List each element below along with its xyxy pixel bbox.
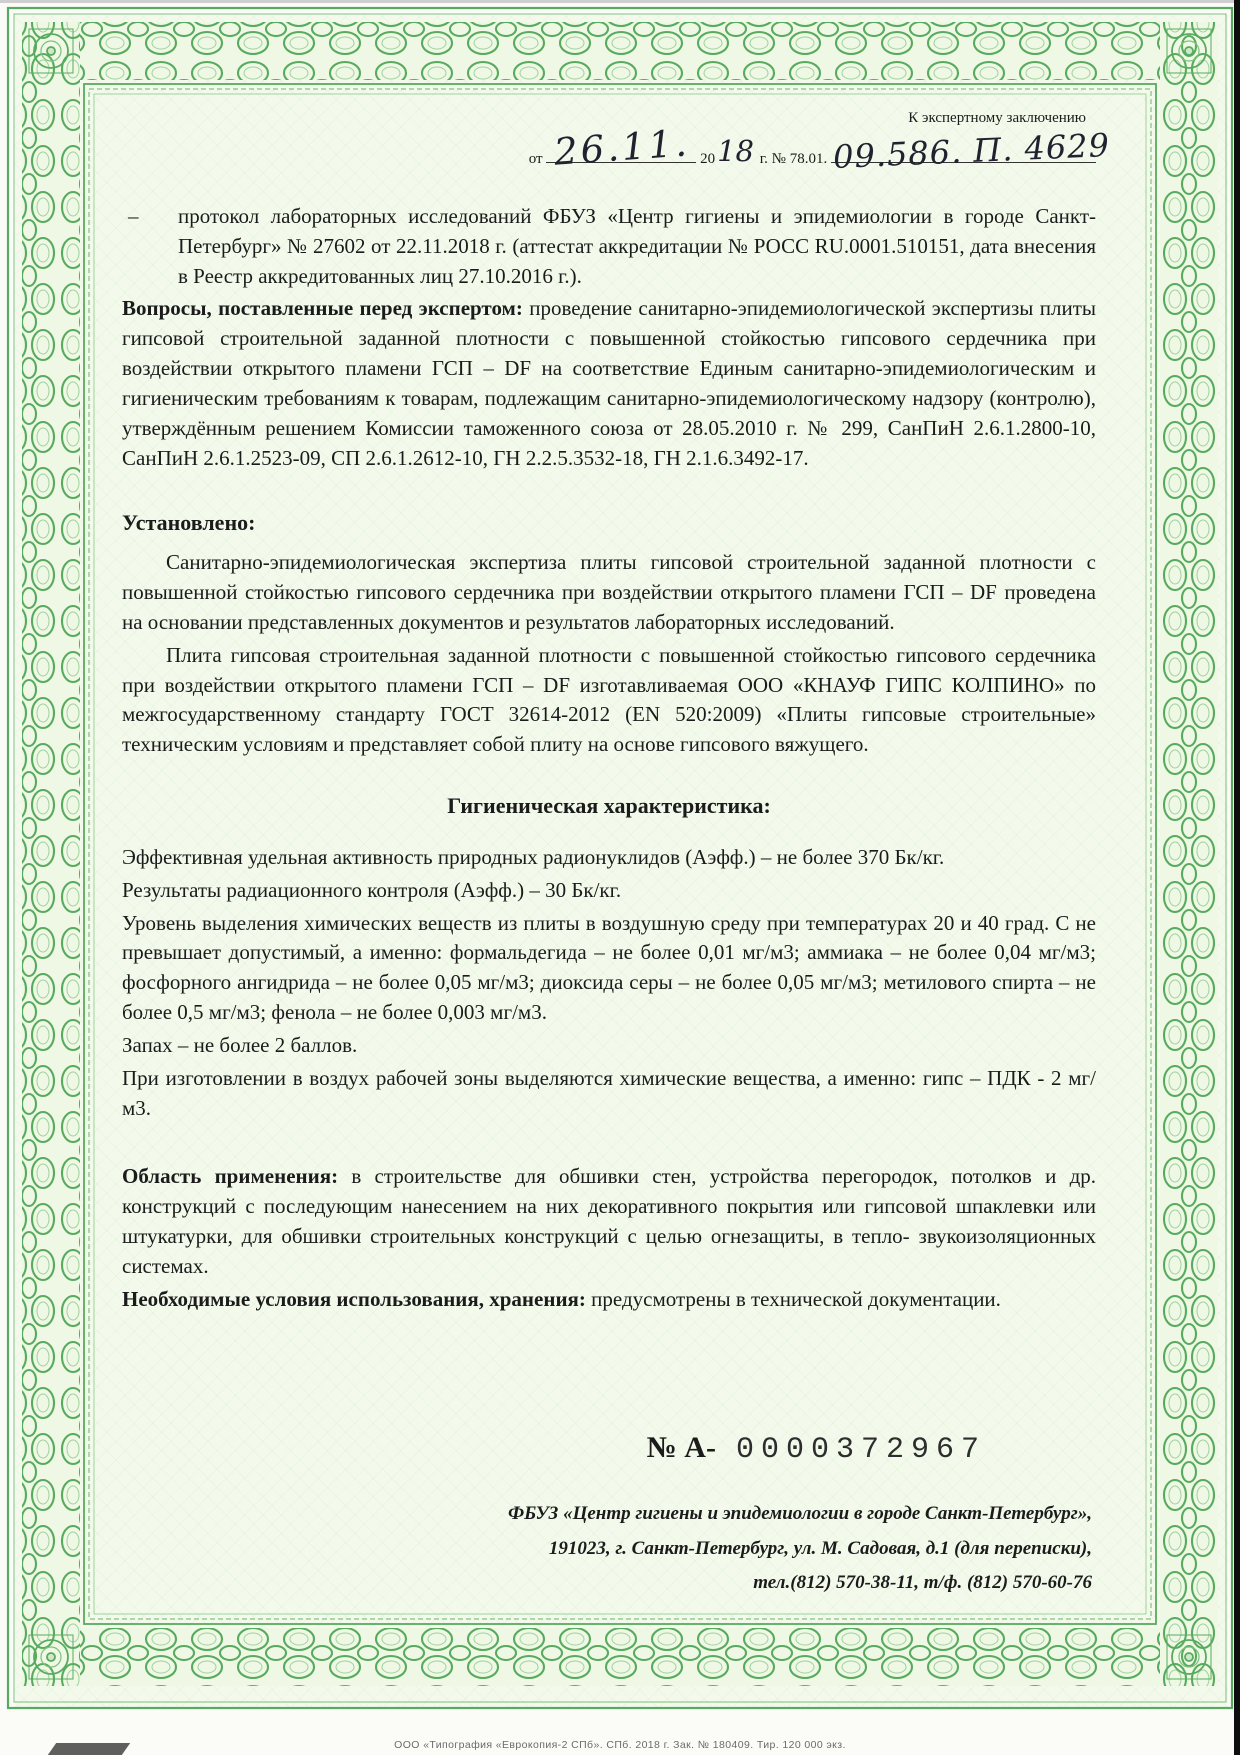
scan-edge-top — [0, 0, 1240, 3]
number-blank — [831, 125, 1111, 177]
handwritten-year: 18 — [717, 134, 754, 168]
paragraph-text: Результаты радиационного контроля (Аэфф.) – 30 Бк/кг. — [122, 877, 622, 902]
paragraph-text: проведение санитарно-эпидемиологической экспертизы плиты гипсовой строительной заданной плотности с повышенной стойкостью гипсового сердечника при воздействии открытого пламени ГСП – DF на соответствие Единым санитарно-эпидемиологическим и гигиеническим требованиям к товарам, подлежащим санитарно-эпидемиологическому надзору (контролю), утверждённым решением Комиссии таможенного союза от 28.05.2010 г. № 299, СанПиН 2.6.1.2800-10, СанПиН 2.6.1.2523-09, СП 2.6.1.2612-10, ГН 2.2.5.3532-18, ГН 2.1.6.3492-17. — [122, 296, 1097, 470]
paragraph-work-zone — [122, 1064, 1096, 1124]
registration-line — [528, 121, 1111, 177]
date-blank — [546, 121, 696, 174]
handwritten-number: 09.586. П. 4629 — [832, 125, 1111, 177]
paragraph-text: Запах – не более 2 баллов. — [122, 1032, 358, 1057]
paragraph-expertise — [122, 548, 1096, 637]
paragraph-radionuclides — [122, 843, 1096, 873]
number-prefix: г. № 78.01. — [759, 151, 828, 167]
scan-corner-bottom-left — [48, 1743, 130, 1755]
paragraph-protocol — [122, 202, 1096, 291]
paragraph-application — [122, 1162, 1096, 1281]
paragraph-text: Плита гипсовая строительная заданной плотности с повышенной стойкостью гипсового сердечника при воздействии открытого пламени ГСП – DF изготавливаемая ООО «КНАУФ ГИПС КОЛПИНО» по межгосударственному стандарту ГОСТ 32614-2012 (EN 520:2009) «Плиты гипсовые строительные» техническим условиям и представляет собой плиту на основе гипсового вяжущего. — [122, 642, 1096, 757]
paragraph-questions — [122, 294, 1096, 473]
paragraph-odor — [122, 1031, 1096, 1061]
printer-imprint: ООО «Типография «Еврокопия-2 СПб». СПб. 2018 г. Зак. № 180409. Тир. 120 000 экз. — [394, 1739, 846, 1751]
paragraph-lead: Область применения: — [122, 1164, 339, 1189]
paragraph-radiation-control — [122, 876, 1096, 906]
issuer-name: ФБУЗ «Центр гигиены и эпидемиологии в городе Санкт-Петербург», — [508, 1503, 1092, 1525]
issuer-address: 191023, г. Санкт-Петербург, ул. М. Садовая, д.1 (для переписки), — [548, 1537, 1092, 1559]
reference-header — [122, 102, 1111, 194]
scan-edge-right — [1234, 0, 1240, 1755]
paragraph-text: протокол лабораторных исследований ФБУЗ «Центр гигиены и эпидемиологии в городе Санкт-Петербург» № 27602 от 22.11.2018 г. (аттестат аккредитации № РОСС RU.0001.510151, дата внесения в Реестр аккредитованных лиц 27.10.2016 г.). — [178, 204, 1096, 288]
paragraph-text: Эффективная удельная активность природных радионуклидов (Аэфф.) – не более 370 Бк/кг. — [122, 845, 945, 869]
paragraph-text: Санитарно-эпидемиологическая экспертиза плиты гипсовой строительной заданной плотности с повышенной стойкостью гипсового сердечника при воздействии открытого пламени ГСП – DF проведена на основании представленных документов и результатов лабораторных исследований. — [122, 550, 1096, 634]
serial-prefix: № А- — [646, 1431, 716, 1465]
issuer-footer — [508, 1497, 1092, 1600]
reference-note: К экспертному заключению — [908, 110, 1086, 126]
issuer-phones: тел.(812) 570-38-11, т/ф. (812) 570-60-76 — [753, 1571, 1092, 1593]
paragraph-lead: Необходимые условия использования, хранения: — [122, 1286, 586, 1311]
document-content — [100, 98, 1140, 1610]
paragraph-conditions — [122, 1285, 1096, 1315]
heading-hygienic: Гигиеническая характеристика: — [447, 793, 771, 818]
paragraph-text: в строительстве для обшивки стен, устройства перегородок, потолков и др. конструкций с последующим нанесением на них декоративного покрытия или гипсовой шпаклевки или штукатурки, для обшивки строительных конструкций с целью огнезащиты, в тепло- звукоизоляционных системах. — [122, 1164, 1097, 1278]
paragraph-text: При изготовлении в воздух рабочей зоны выделяются химические вещества, а именно: гипс – ПДК - 2 мг/м3. — [122, 1065, 1096, 1120]
paragraph-lead: Вопросы, поставленные перед экспертом: — [122, 296, 523, 321]
year-prefix: 20 — [700, 151, 716, 167]
handwritten-date: 26.11. — [552, 121, 692, 174]
paragraph-emissions — [122, 909, 1096, 1028]
bullet-dash: – — [128, 204, 139, 228]
serial-number-block — [647, 1431, 986, 1467]
heading-established: Установлено: — [122, 510, 256, 536]
paragraph-text: Уровень выделения химических веществ из плиты в воздушную среду при температурах 20 и 40 град. С не превышает допустимый, а именно: формальдегида – не более 0,01 мг/м3; аммиака – не более 0,04 мг/м3; фосфорного ангидрида – не более 0,05 мг/м3; диоксида серы – не более 0,05 мг/м3; метилового спирта – не более 0,5 мг/м3; фенола – не более 0,003 мг/м3. — [122, 910, 1096, 1025]
serial-digits: 0000372967 — [735, 1433, 986, 1468]
paragraph-text: предусмотрены в технической документации. — [591, 1286, 1001, 1311]
from-label: от — [528, 151, 543, 167]
paragraph-product — [122, 641, 1096, 760]
